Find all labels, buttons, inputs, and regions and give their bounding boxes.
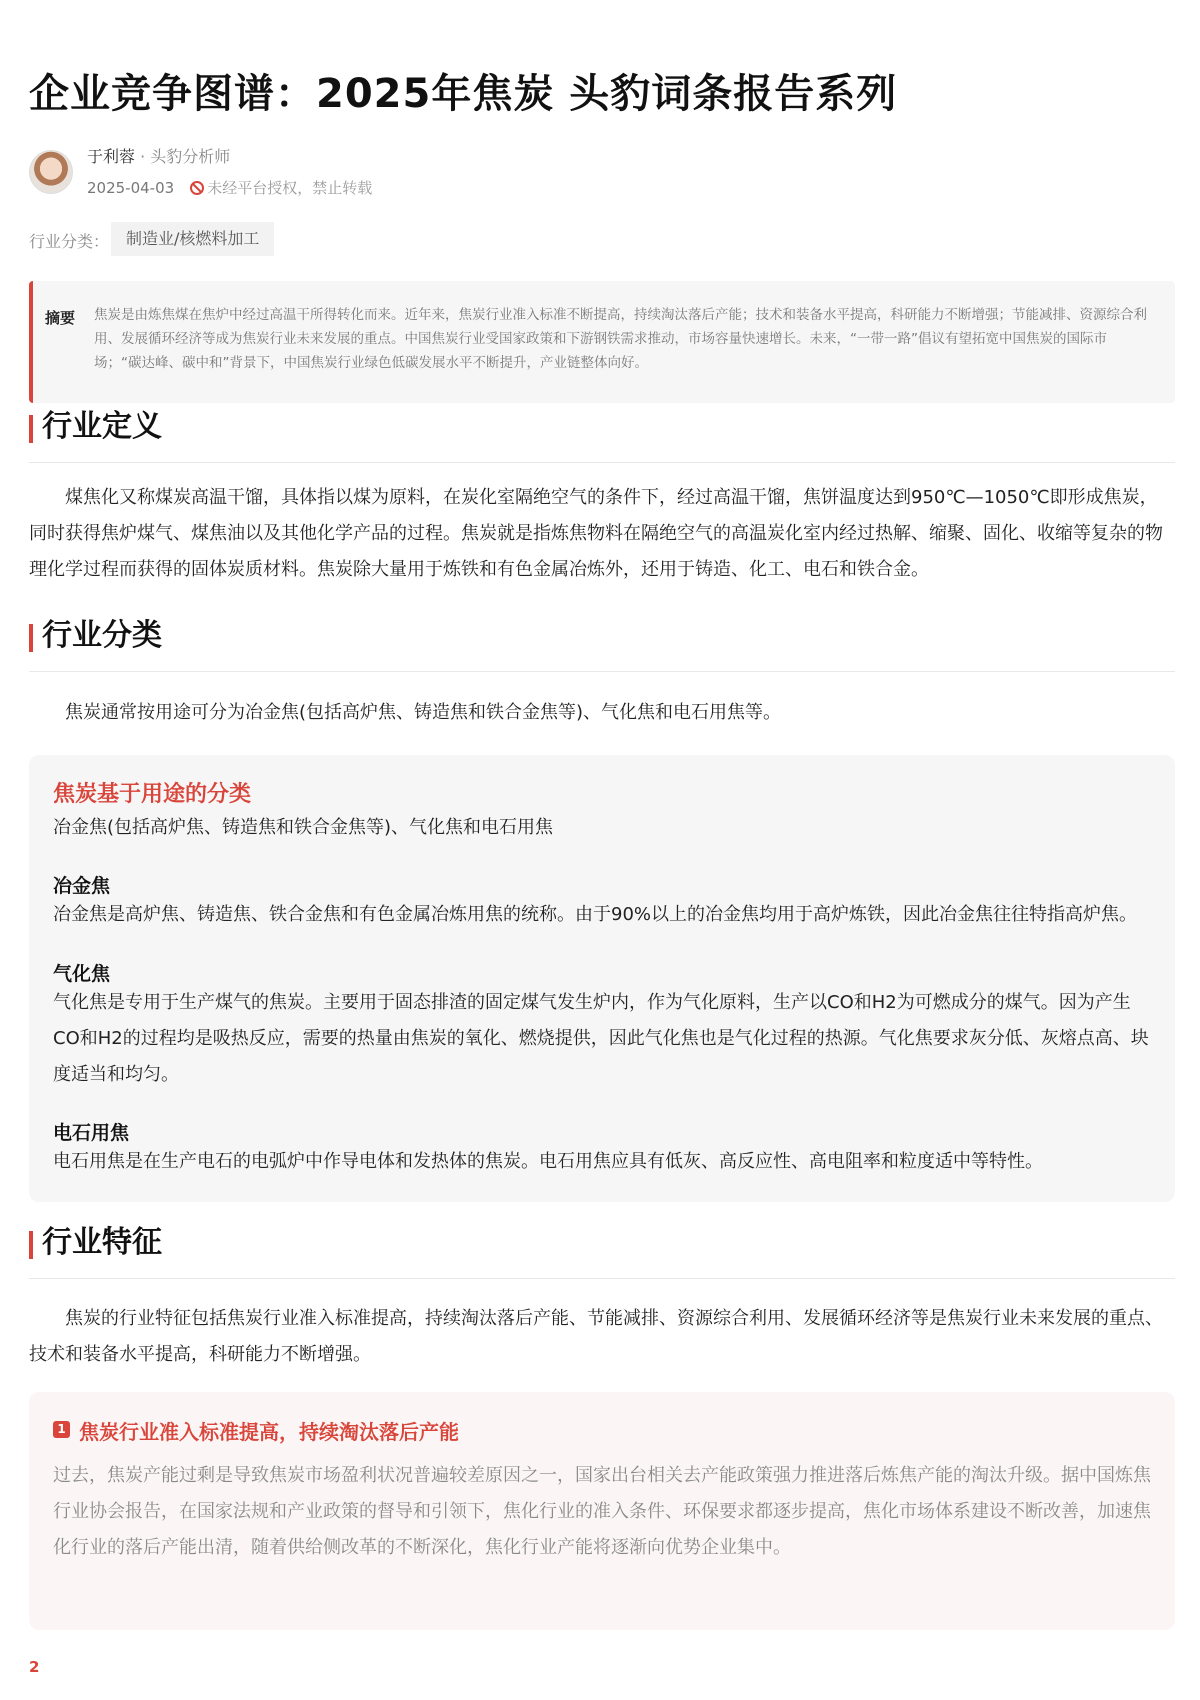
abstract-box (29, 281, 1175, 403)
item-text-gasification-coke: 气化焦是专用于生产煤气的焦炭。主要用于固态排渣的固定煤气发生炉内，作为气化原料，生产以CO和H2为可燃成分的煤气。因为产生CO和H2的过程均是吸热反应，需要的热量由焦炭的氧化、燃烧提供，因此气化焦也是气化过程的热源。气化焦要求灰分低、灰熔点高、块度适当和均匀。 (53, 992, 1149, 1085)
section-divider (29, 1278, 1175, 1279)
section-heading-definition: 行业定义 (29, 408, 162, 446)
item-title-gasification-coke: 气化焦 (53, 963, 111, 985)
feature-text: 过去，焦炭产能过剩是导致焦炭市场盈利状况普遍较差原因之一，国家出台相关去产能政策强力推进落后炼焦产能的淘汰升级。据中国炼焦行业协会报告，在国家法规和产业政策的督导和引领下，焦化行业的准入条件、环保要求都逐步提高，焦化市场体系建设不断改善，加速焦化行业的落后产能出清，随着供给侧改革的不断深化，焦化行业产能将逐渐向优势企业集中。 (53, 1465, 1151, 1558)
section-heading-classification: 行业分类 (29, 617, 162, 655)
section-divider (29, 462, 1175, 463)
abstract-text: 焦炭是由炼焦煤在焦炉中经过高温干所得转化而来。近年来，焦炭行业准入标准不断提高，持续淘汰落后产能；技术和装备水平提高，科研能力不断增强；节能减排、资源综合利用、发展循环经济等成为焦炭行业未来发展的重点。中国焦炭行业受国家政策和下游钢铁需求推动，市场容量快速增长。未来，“一带一路”倡议有望拓宽中国焦炭的国际市场；“碳达峰、碳中和”背景下，中国焦炭行业绿色低碳发展水平不断提升，产业链整体向好。 (94, 307, 1147, 371)
item-title-metallurgical-coke: 冶金焦 (53, 875, 111, 897)
item-text-carbide-coke: 电石用焦是在生产电石的电弧炉中作导电体和发热体的焦炭。电石用焦应具有低灰、高反应性、高电阻率和粒度适中等特性。 (53, 1151, 1043, 1172)
feature-card (29, 1392, 1175, 1630)
author-role: · 头豹分析师 (140, 147, 231, 166)
card-subtitle: 冶金焦(包括高炉焦、铸造焦和铁合金焦等)、气化焦和电石用焦 (53, 817, 554, 838)
definition-text: 煤焦化又称煤炭高温干馏，具体指以煤为原料，在炭化室隔绝空气的条件下，经过高温干馏，焦饼温度达到950℃—1050℃即形成焦炭，同时获得焦炉煤气、煤焦油以及其他化学产品的过程。焦炭就是指炼焦物料在隔绝空气的高温炭化室内经过热解、缩聚、固化、收缩等复杂的物理化学过程而获得的固体炭质材料。焦炭除大量用于炼铁和有色金属冶炼外，还用于铸造、化工、电石和铁合金。 (29, 487, 1163, 580)
card-title: 焦炭基于用途的分类 (53, 782, 252, 807)
classification-text: 焦炭通常按用途可分为冶金焦(包括高炉焦、铸造焦和铁合金焦等)、气化焦和电石用焦等。 (65, 702, 782, 723)
industry-tag[interactable]: 制造业/核燃料加工 (111, 222, 274, 256)
meta-line (87, 177, 372, 198)
author-line (87, 144, 230, 167)
section-divider (29, 671, 1175, 672)
author-avatar[interactable] (29, 150, 73, 194)
item-title-carbide-coke: 电石用焦 (53, 1122, 130, 1144)
page-title: 企业竞争图谱：2025年焦炭 头豹词条报告系列 (29, 71, 898, 117)
item-text-metallurgical-coke: 冶金焦是高炉焦、铸造焦、铁合金焦和有色金属冶炼用焦的统称。由于90%以上的冶金焦均用于高炉炼铁，因此冶金焦往往特指高炉焦。 (53, 904, 1138, 925)
abstract-label: 摘要 (45, 309, 76, 327)
classification-card (29, 755, 1175, 1202)
page-number: 2 (29, 1658, 40, 1676)
rights-notice: 未经平台授权，禁止转载 (207, 179, 373, 197)
feature-number-badge: 1 (53, 1421, 70, 1438)
no-repost-icon (190, 181, 204, 195)
section-heading-features: 行业特征 (29, 1224, 162, 1262)
author-name[interactable]: 于利蓉 (87, 147, 136, 166)
publish-date: 2025-04-03 (87, 178, 175, 197)
features-text: 焦炭的行业特征包括焦炭行业准入标准提高，持续淘汰落后产能、节能减排、资源综合利用、发展循环经济等是焦炭行业未来发展的重点、技术和装备水平提高，科研能力不断增强。 (29, 1308, 1163, 1365)
industry-label: 行业分类： (29, 232, 110, 251)
feature-title: 焦炭行业准入标准提高，持续淘汰落后产能 (79, 1420, 459, 1444)
